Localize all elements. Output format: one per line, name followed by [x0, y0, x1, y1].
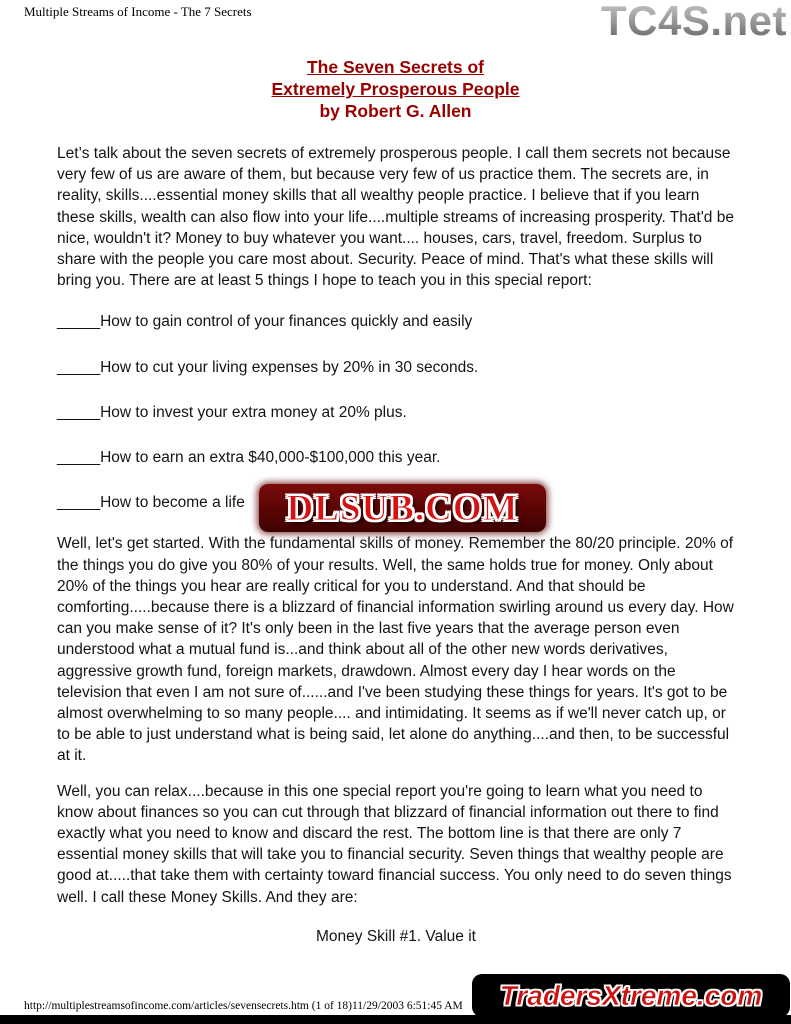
money-skill-heading: Money Skill #1. Value it [316, 927, 476, 945]
list-item-5: _____How to become a life [57, 494, 245, 512]
footer-url-line: http://multiplestreamsofincome.com/articles/sevensecrets.htm (1 of 18)11/29/2003 6:51:45 AM [24, 1000, 463, 1012]
body-text-column [57, 143, 735, 947]
list-item-4: _____How to earn an extra $40,000-$100,000 this year. [57, 449, 441, 467]
list-item-1: _____How to gain control of your finances quickly and easily [57, 313, 473, 331]
title-block [0, 56, 791, 122]
dlsub-watermark-text: DLSUB.COM [286, 487, 519, 529]
list-item-3: _____How to invest your extra money at 20% plus. [57, 403, 407, 421]
dlsub-watermark[interactable] [259, 484, 546, 532]
paragraph-3: Well, you can relax....because in this one special report you're going to learn what you need to know about finances so you can cut through that blizzard of financial information out there to find exactly what you need to know and discard the rest. The bottom line is that there are only 7 essential money skills that will take you to financial security. Seven things that wealthy people are good at.....that take them with certainty toward financial success. You only need to do seven things well. I call these Money Skills. And they are: [57, 782, 732, 906]
title-line-2: Extremely Prosperous People [271, 79, 520, 99]
title-byline: by Robert G. Allen [319, 101, 472, 121]
tradersxtreme-watermark-text: TradersXtreme.com [499, 979, 763, 1011]
tc4s-logo: TC4S.net [600, 0, 787, 44]
document-header-title: Multiple Streams of Income - The 7 Secrets [24, 4, 252, 19]
bottom-black-bar [0, 1015, 791, 1024]
tradersxtreme-watermark[interactable] [472, 974, 790, 1017]
paragraph-2: Well, let's get started. With the fundamental skills of money. Remember the 80/20 principle. 20% of the things you do give you 80% of your results. Well, the same holds true for money. Only about 20% of the things you hear are really critical for you to understand. And that should be comforting.....because there is a blizzard of financial information swirling around us every day. How can you make sense of it? It's only been in the last five years that the average person even understood what a mutual fund is...and think about all of the other new words derivatives, aggressive growth fund, foreign markets, drawdown. Almost every day I hear words on the television that even I am not sure of......and I've been studying these things for years. It's got to be almost overwhelming to so many people.... and intimidating. It seems as if we'll never catch up, or to be able to just understand what is being said, let alone do anything....and then, to be successful at it. [57, 535, 734, 765]
title-line-1: The Seven Secrets of [306, 57, 485, 77]
list-item-2: _____How to cut your living expenses by 20% in 30 seconds. [57, 358, 479, 376]
intro-paragraph: Let’s talk about the seven secrets of extremely prosperous people. I call them secrets not because very few of us are aware of them, but because very few of us practice them. The secrets are, in reality, skills....essential money skills that all wealthy people practice. I believe that if you learn these skills, wealth can also flow into your life....multiple streams of increasing prosperity. That'd be nice, wouldn't it? Money to buy whatever you want.... houses, cars, travel, freedom. Surplus to share with the people you care most about. Security. Peace of mind. That's what these skills will bring you. There are at least 5 things I hope to teach you in this special report: [57, 145, 734, 290]
